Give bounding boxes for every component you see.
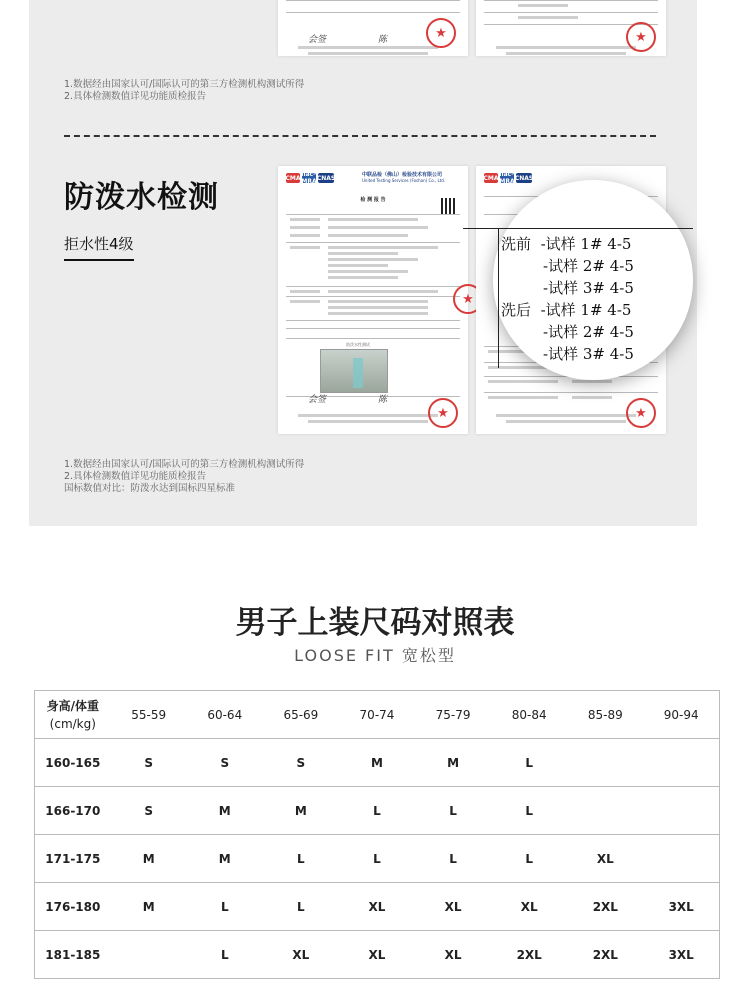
size-cell: M	[339, 739, 415, 787]
mag-sample: -试样 2# 4-5	[543, 257, 634, 275]
mag-sample: -试样 3# 4-5	[543, 279, 634, 297]
mag-sample: -试样 1# 4-5	[540, 235, 632, 253]
note-line: 2.具体检测数值详见功能质检报告	[64, 91, 207, 102]
size-cell: L	[491, 835, 567, 883]
size-cell: L	[263, 883, 339, 931]
red-seal-icon: ★	[428, 398, 458, 428]
size-cell: M	[111, 835, 187, 883]
size-cell: L	[263, 835, 339, 883]
size-chart-table	[34, 690, 720, 979]
red-seal-icon: ★	[453, 284, 483, 314]
mag-label: 洗后	[501, 301, 532, 319]
cma-badge: CMA	[285, 174, 301, 182]
section-subtitle: 拒水性4级	[64, 233, 134, 261]
height-label: 171-175	[35, 835, 111, 883]
note-line: 国标数值对比：防泼水达到国标四星标准	[64, 483, 236, 494]
size-cell: 2XL	[567, 931, 643, 979]
size-cell: M	[187, 835, 263, 883]
org-name: 中联品检（佛山）检验技术有限公司	[362, 172, 443, 178]
qr-code-icon	[441, 198, 457, 214]
size-cell: M	[263, 787, 339, 835]
size-cell: L	[415, 835, 491, 883]
size-cell: L	[187, 883, 263, 931]
table-row	[35, 931, 720, 979]
size-cell: L	[339, 835, 415, 883]
weight-header: 90-94	[643, 691, 719, 739]
weight-header: 75-79	[415, 691, 491, 739]
size-cell: L	[415, 787, 491, 835]
size-chart-subtitle: LOOSE FIT 宽松型	[294, 646, 456, 665]
size-cell: XL	[415, 883, 491, 931]
red-seal-icon: ★	[426, 18, 456, 48]
height-label: 166-170	[35, 787, 111, 835]
table-row	[35, 835, 720, 883]
weight-header: 80-84	[491, 691, 567, 739]
size-cell: L	[491, 739, 567, 787]
table-row	[35, 739, 720, 787]
report-document-top-right	[476, 0, 666, 56]
size-cell: M	[415, 739, 491, 787]
report-document-left: CMA ilac-MRA CNAS 中联品检（佛山）检验技术有限公司 United Testing Services (Foshan) Co., Ltd. 检 测 报 告 防泼水性测试 会签 陈 ★ ★	[278, 166, 468, 434]
weight-header: 60-64	[187, 691, 263, 739]
test-notes-top	[64, 79, 304, 103]
section-title: 防泼水检测	[64, 180, 219, 215]
size-cell: XL	[263, 931, 339, 979]
section-divider	[64, 135, 656, 137]
corner-unit: (cm/kg)	[49, 716, 96, 731]
size-chart-title: 男子上装尺码对照表	[235, 605, 515, 641]
report-document-top-left: 会签 陈 ★	[278, 0, 468, 56]
note-line: 1.数据经由国家认可/国际认可的第三方检测机构测试所得	[64, 79, 305, 90]
size-cell: S	[111, 739, 187, 787]
size-cell: M	[187, 787, 263, 835]
test-photo	[320, 349, 388, 393]
size-cell: M	[111, 883, 187, 931]
corner-label: 身高/体重	[46, 698, 99, 713]
red-seal-icon: ★	[626, 398, 656, 428]
cnas-badge: CNAS	[514, 174, 534, 182]
mag-sample: -试样 2# 4-5	[543, 323, 634, 341]
org-name-en: United Testing Services (Foshan) Co., Ltd.	[362, 178, 446, 183]
size-cell: 3XL	[643, 883, 719, 931]
cnas-badge: CNAS	[316, 174, 336, 182]
size-cell: L	[187, 931, 263, 979]
table-row	[35, 787, 720, 835]
size-cell: XL	[339, 931, 415, 979]
height-label: 181-185	[35, 931, 111, 979]
size-cell	[567, 739, 643, 787]
report-doc-title: 检 测 报 告	[360, 197, 386, 203]
corner-header	[35, 691, 111, 739]
note-line: 2.具体检测数值详见功能质检报告	[64, 471, 207, 482]
size-cell	[111, 931, 187, 979]
size-cell: 2XL	[567, 883, 643, 931]
size-cell: S	[187, 739, 263, 787]
size-cell: L	[491, 787, 567, 835]
ilac-badge: ilac-MRA	[499, 171, 515, 185]
table-header-row	[35, 691, 720, 739]
photo-caption: 防泼水性测试	[346, 342, 370, 347]
height-label: 160-165	[35, 739, 111, 787]
mag-label: 洗前	[501, 235, 532, 253]
table-row	[35, 883, 720, 931]
mag-sample: -试样 1# 4-5	[540, 301, 632, 319]
cma-badge: CMA	[483, 174, 499, 182]
size-cell	[643, 739, 719, 787]
weight-header: 65-69	[263, 691, 339, 739]
red-seal-icon: ★	[626, 22, 656, 52]
size-cell	[643, 787, 719, 835]
mag-sample: -试样 3# 4-5	[543, 345, 634, 363]
size-cell: XL	[567, 835, 643, 883]
height-label: 176-180	[35, 883, 111, 931]
weight-header: 70-74	[339, 691, 415, 739]
size-cell: XL	[491, 883, 567, 931]
weight-header: 55-59	[111, 691, 187, 739]
magnifier-zoom	[493, 180, 693, 380]
ilac-badge: ilac-MRA	[301, 171, 317, 185]
size-cell: XL	[415, 931, 491, 979]
size-cell: L	[339, 787, 415, 835]
size-cell	[567, 787, 643, 835]
size-cell: XL	[339, 883, 415, 931]
test-notes-bottom	[64, 459, 304, 495]
weight-header: 85-89	[567, 691, 643, 739]
size-cell: 3XL	[643, 931, 719, 979]
size-cell: 2XL	[491, 931, 567, 979]
note-line: 1.数据经由国家认可/国际认可的第三方检测机构测试所得	[64, 459, 305, 470]
size-cell: S	[111, 787, 187, 835]
size-cell: S	[263, 739, 339, 787]
size-cell	[643, 835, 719, 883]
